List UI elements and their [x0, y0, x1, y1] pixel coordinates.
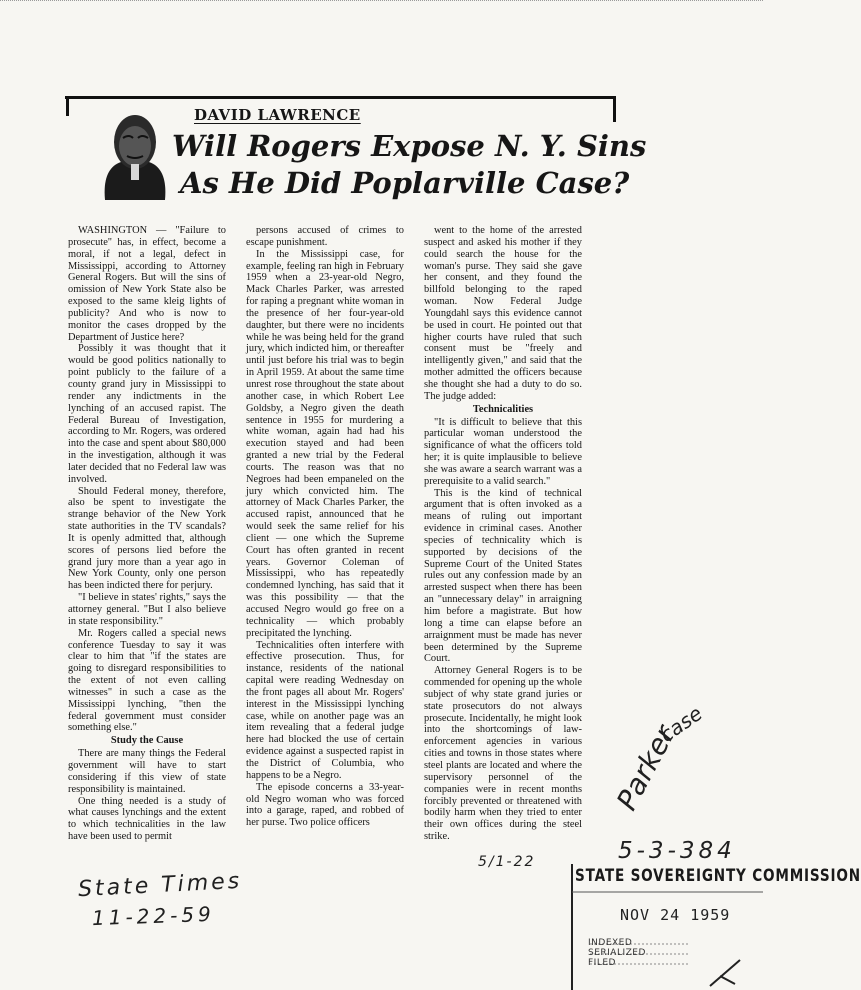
paragraph: went to the home of the arrested suspect and asked his mother if they could search the house for the woman's purse. They said she gave her consent, and they found the billfold belonging to the raped woman. Now Federal Judge Youngdahl says this evidence cannot be used in court. He pointed out that higher courts have ruled that such consent must be "freely and intelligently given," and said that the mother admitted the officers because she thought she had a duty to do so. The judge added:	[424, 225, 582, 402]
paragraph: WASHINGTON — "Failure to prosecute" has, in effect, become a moral, if not a legal, defect in Mississippi, according to Attorney General Rogers. But will the sins of omission of New York State also be exposed to the same kleig lights of publicity? And who is now to monitor the cases dropped by the Department of Justice here?	[68, 225, 226, 343]
subheading: Technicalities	[472, 403, 534, 415]
handwritten-date-small: 5/1-22	[478, 854, 536, 870]
handwritten-source: State Times	[77, 868, 243, 903]
byline: DAVID LAWRENCE	[194, 106, 361, 124]
handwritten-date: 11-22-59	[91, 901, 216, 931]
paragraph: persons accused of crimes to escape punishment.	[246, 225, 404, 248]
paragraph: "I believe in states' rights," says the attorney general. "But I also believe in state responsibility."	[68, 592, 226, 627]
paragraph: Technicalities often interfere with effective prosecution. Thus, for instance, residents of the national capital were reading Wednesday on the front pages all about Mr. Rogers' interest in the Mississippi lynching case, while on another page was an item revealing that a federal judge here had blocked the use of certain evidence against a suspected rapist in the District of Columbia, who happens to be a Negro.	[246, 639, 404, 781]
headline	[172, 128, 647, 202]
article-column-2	[246, 225, 404, 829]
header-rule-tick-right	[613, 96, 616, 122]
headline-line-1: Will Rogers Expose N. Y. Sins	[172, 129, 647, 163]
header-rule	[65, 96, 613, 99]
paragraph: Mr. Rogers called a special news conference Tuesday to say it was clear to him that "if the states are going to disregard responsibilities to the extent of not even calling witnesses" in such a case as the Mississippi lynching, "then the federal government must consider something else."	[68, 627, 226, 734]
stamp-label-serialized: SERIALIZED	[588, 948, 646, 958]
paragraph: This is the kind of technical argument that is often invoked as a means of ruling out important evidence in criminal cases. Another species of technicality which is supported by decisions of the Supreme Court of the United States rules out any confession made by an arrested suspect when there has been an "unnecessary delay" in arraigning him before a magistrate. But how long a time can elapse before an arraignment must be made has never been determined by the Supreme Court.	[424, 487, 582, 665]
paragraph: Attorney General Rogers is to be commended for opening up the whole subject of why state grand juries or state prosecutors do not always prosecute. Incidentally, he might look into the shortcomings of law-enforcement agencies in various cities and towns in those states where steel plants are located and where the supervisory personnel of the companies were in recent months forcibly prevented or threatened with bodily harm when they tried to enter their own offices during the steel strike.	[424, 665, 582, 843]
paragraph: The episode concerns a 33-year-old Negro woman who was forced into a garage, raped, and robbed of her purse. Two police officers	[246, 781, 404, 829]
paragraph: "It is difficult to believe that this particular woman understood the significance of what the officers told her; it is quite implausible to believe she was aware a search warrant was a prerequisite to a valid search."	[424, 416, 582, 487]
header-rule-tick-left	[66, 96, 69, 116]
paragraph: Possibly it was thought that it would be good politics nationally to point publicly to the failure of a county grand jury in Mississippi to render any indictments in the lynching of an accused rapist. The Federal Bureau of Investigation, according to Mr. Rogers, was ordered into the case and spent about $80,000 in the investigation, although it was later decided that no Federal law was involved.	[68, 343, 226, 485]
article-column-3	[424, 225, 582, 843]
handwritten-note-parker: Parker	[610, 720, 682, 816]
stamp-title: STATE SOVEREIGNTY COMMISSION	[575, 866, 861, 886]
article-column-1	[68, 225, 226, 843]
headline-line-2: As He Did Poplarville Case?	[180, 166, 630, 200]
stamp-label-filed: FILED	[588, 958, 616, 968]
handwritten-note-case: case	[655, 700, 707, 748]
paragraph: One thing needed is a study of what causes lynchings and the extent to which technicalities in the law have been used to permit	[68, 795, 226, 843]
paragraph: Should Federal money, therefore, also be spent to investigate the strange behavior of the New York state authorities in the TV scandals? It is openly admitted that, although scores of persons lied before the grand jury more than a year ago in New York County, only one person has been indicted there for perjury.	[68, 485, 226, 592]
paragraph: In the Mississippi case, for example, feeling ran high in February 1959 when a 23-year-old Negro, Mack Charles Parker, was arrested for raping a pregnant white woman in the presence of her four-year-old daughter, but there were no incidents while he was being held for the grand jury, which indicted him, or thereafter until just before his trial was to begin in April 1959. At about the same time unrest rose throughout the state about another case, in which Robert Lee Goldsby, a Negro given the death sentence in 1955 for murdering a white woman, again had had his execution stayed and had been granted a new trial by the Federal courts. The reason was that no Negroes had been empaneled on the jury which convicted him. The attorney of Mack Charles Parker, the accused rapist, announced that he would seek the same relief for his client — one which the Supreme Court has often granted in recent years. Governor Coleman of Mississippi, who has repeatedly condemned lynching, has said that it was this possibility — that the accused Negro would go free on a technicality — which probably precipitated the lynching.	[246, 248, 404, 639]
stamp-date: NOV 24 1959	[620, 906, 731, 924]
top-dotted-edge	[0, 0, 763, 11]
paragraph: There are many things the Federal government will have to start considering if this view of state responsibility is maintained.	[68, 748, 226, 795]
stamp-label-indexed: INDEXED	[588, 938, 633, 948]
author-portrait	[95, 108, 175, 200]
handwritten-file-number: 5-3-384	[618, 838, 736, 864]
subheading: Study the Cause	[110, 735, 184, 747]
